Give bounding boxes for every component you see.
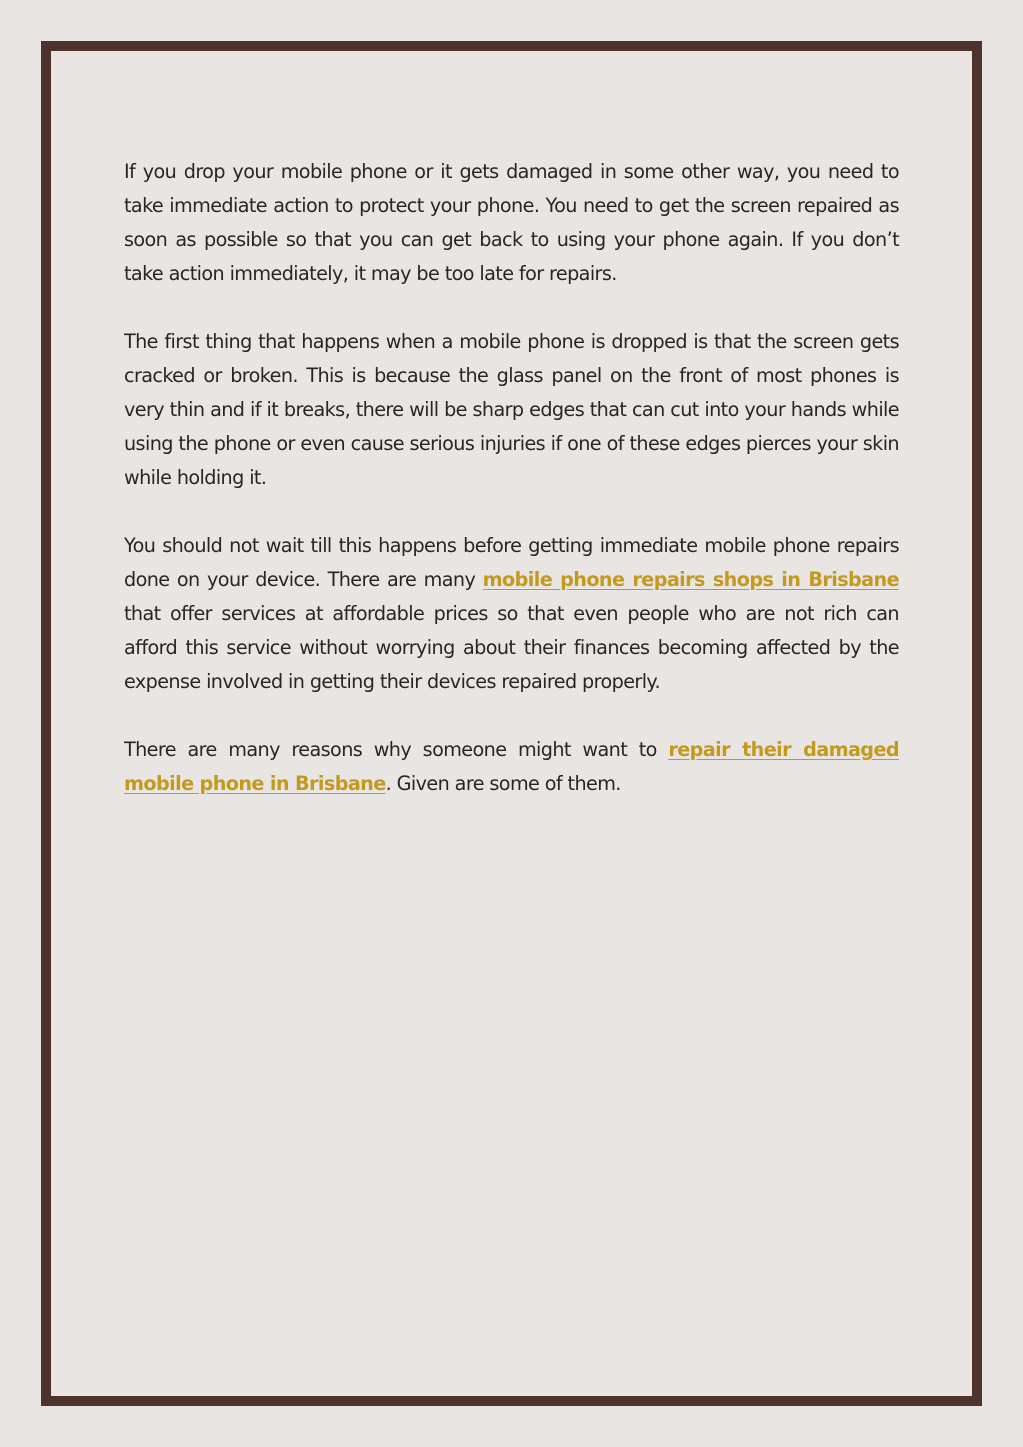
paragraph-3-text-after: that offer services at affordable prices so that even people who are not rich can afford this service without worrying about their finances becoming affected by the expense involved in getting their devices repaired properly.: [124, 602, 899, 693]
paragraph-2: The first thing that happens when a mobile phone is dropped is that the screen gets cracked or broken. This is because the glass panel on the front of most phones is very thin and if it breaks, there will be sharp edges that can cut into your hands while using the phone or even cause serious injuries if one of these edges pierces your skin while holding it.: [124, 330, 899, 489]
repair-damaged-phone-link[interactable]: repair their damaged mobile phone in Brisbane: [124, 738, 899, 795]
document-body: [124, 155, 899, 835]
paragraph-3-text-before: You should not wait till this happens before getting immediate mobile phone repairs done on your device. There are many: [124, 534, 899, 591]
paragraph-4: [124, 733, 899, 801]
paragraph-4-text-after: . Given are some of them.: [385, 772, 621, 795]
paragraph-1: If you drop your mobile phone or it gets damaged in some other way, you need to take immediate action to protect your phone. You need to get the screen repaired as soon as possible so that you can get back to using your phone again. If you don’t take action immediately, it may be too late for repairs.: [124, 160, 899, 285]
paragraph-3: [124, 529, 899, 699]
repair-shops-link[interactable]: mobile phone repairs shops in Brisbane: [482, 568, 899, 591]
paragraph-4-text-before: There are many reasons why someone might want to: [124, 738, 669, 761]
